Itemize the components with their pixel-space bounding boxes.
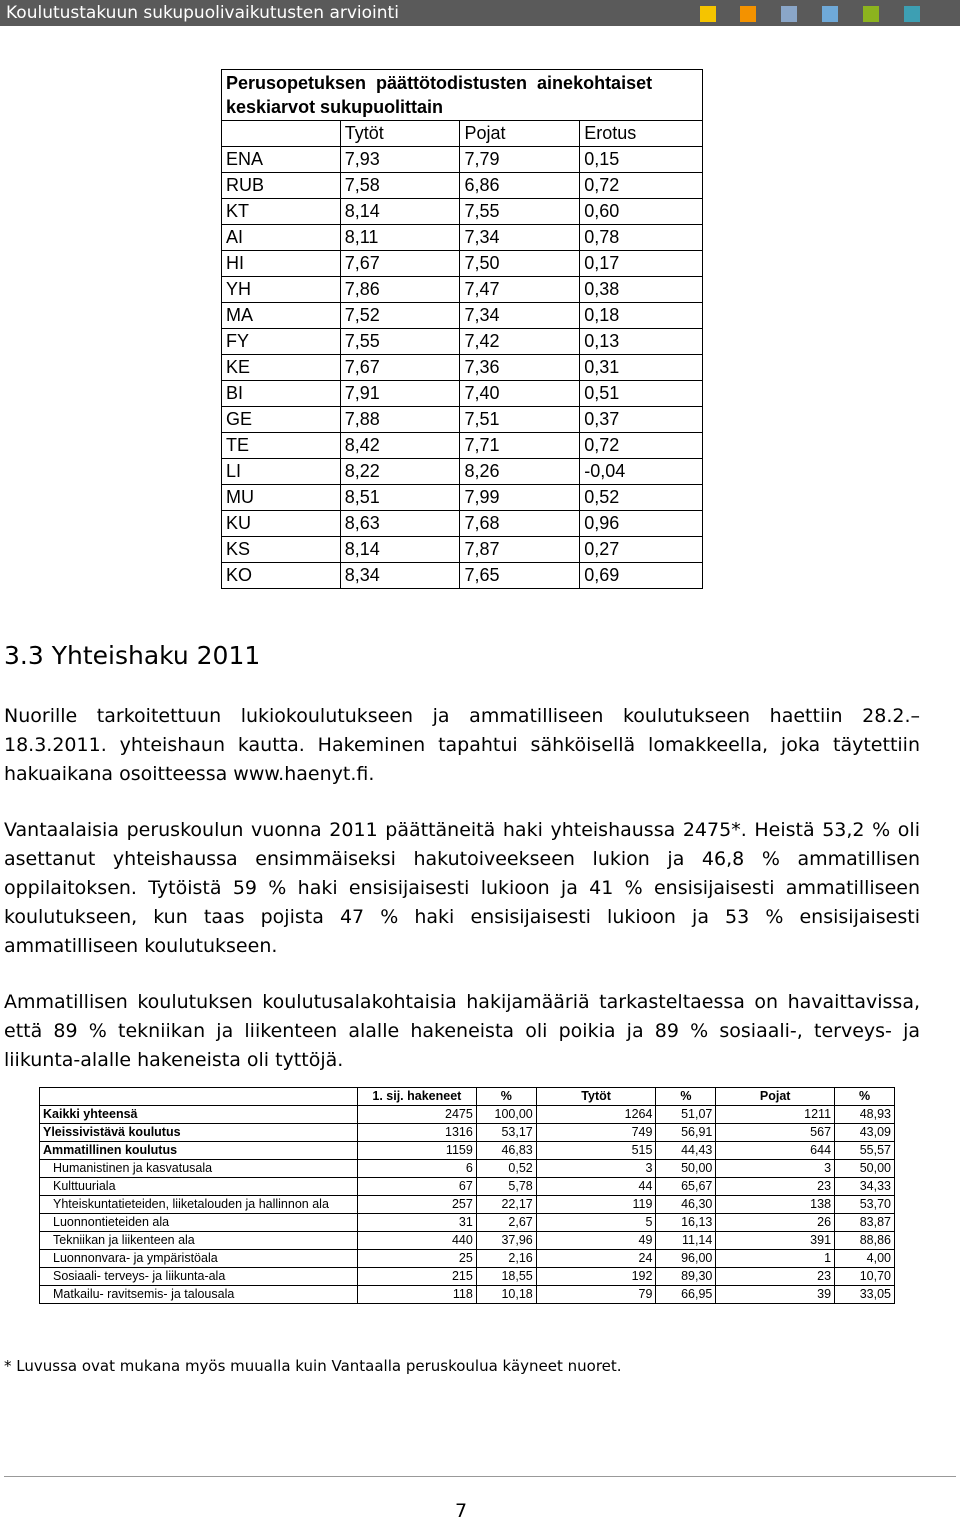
subject-cell: KU <box>222 511 341 537</box>
square-lightblue <box>822 6 838 22</box>
header-cell-first-choice: 1. sij. hakeneet <box>357 1088 476 1106</box>
value-cell: 46,83 <box>476 1142 536 1160</box>
value-cell: 0,69 <box>580 563 703 589</box>
value-cell: 53,17 <box>476 1124 536 1142</box>
table-row <box>222 277 703 303</box>
table-header-row <box>40 1088 895 1106</box>
value-cell: 215 <box>357 1268 476 1286</box>
value-cell: 7,47 <box>460 277 580 303</box>
square-orange <box>740 6 756 22</box>
value-cell: 257 <box>357 1196 476 1214</box>
subject-cell: AI <box>222 225 341 251</box>
table-row <box>222 537 703 563</box>
value-cell: 7,58 <box>340 173 460 199</box>
value-cell: 0,27 <box>580 537 703 563</box>
value-cell: 1211 <box>716 1106 835 1124</box>
value-cell: 3 <box>716 1160 835 1178</box>
value-cell: 1159 <box>357 1142 476 1160</box>
value-cell: 7,87 <box>460 537 580 563</box>
value-cell: 6 <box>357 1160 476 1178</box>
value-cell: 67 <box>357 1178 476 1196</box>
value-cell: 22,17 <box>476 1196 536 1214</box>
value-cell: 7,71 <box>460 433 580 459</box>
value-cell: 66,95 <box>656 1286 716 1304</box>
subject-cell: TE <box>222 433 341 459</box>
table-row <box>222 381 703 407</box>
header-cell-girls: Tytöt <box>536 1088 656 1106</box>
value-cell: 10,18 <box>476 1286 536 1304</box>
value-cell: 1316 <box>357 1124 476 1142</box>
subject-cell: ENA <box>222 147 341 173</box>
value-cell: 7,50 <box>460 251 580 277</box>
header-cell-empty <box>222 121 341 147</box>
page-number: 7 <box>454 1500 468 1522</box>
table-row <box>222 459 703 485</box>
table-row <box>222 563 703 589</box>
value-cell: 100,00 <box>476 1106 536 1124</box>
table-row <box>40 1124 895 1142</box>
value-cell: 8,34 <box>340 563 460 589</box>
value-cell: 7,67 <box>340 355 460 381</box>
value-cell: 0,17 <box>580 251 703 277</box>
value-cell: 46,30 <box>656 1196 716 1214</box>
table-row <box>40 1142 895 1160</box>
value-cell: 37,96 <box>476 1232 536 1250</box>
value-cell: 5 <box>536 1214 656 1232</box>
header-cell-percent: % <box>476 1088 536 1106</box>
subject-cell: BI <box>222 381 341 407</box>
table-row <box>40 1160 895 1178</box>
value-cell: 96,00 <box>656 1250 716 1268</box>
header-cell-percent: % <box>656 1088 716 1106</box>
subject-cell: KT <box>222 199 341 225</box>
value-cell: 18,55 <box>476 1268 536 1286</box>
value-cell: 391 <box>716 1232 835 1250</box>
value-cell: 10,70 <box>835 1268 895 1286</box>
value-cell: 26 <box>716 1214 835 1232</box>
table-row <box>40 1178 895 1196</box>
header-cell-boys: Pojat <box>716 1088 835 1106</box>
table-title <box>222 70 703 121</box>
value-cell: -0,04 <box>580 459 703 485</box>
value-cell: 33,05 <box>835 1286 895 1304</box>
subject-cell: GE <box>222 407 341 433</box>
value-cell: 24 <box>536 1250 656 1268</box>
value-cell: 5,78 <box>476 1178 536 1196</box>
paragraph-applicants: Vantaalaisia peruskoulun vuonna 2011 päättäneitä haki yhteishaussa 2475*. Heistä 53,2 % oli asettanut yhteishaussa ensimmäiseksi hakutoiveekseen lukion ja 46,8 % ammatillisen oppilaitoksen. Tytöistä 59 % haki ensisijaisesti lukioon ja 41 % ensisijaisesti ammatilliseen koulutukseen, kun taas pojista 47 % haki ensisijaisesti lukioon ja 53 % ensisijaisesti ammatilliseen koulutukseen. <box>4 819 920 957</box>
value-cell: 2475 <box>357 1106 476 1124</box>
value-cell: 23 <box>716 1178 835 1196</box>
value-cell: 0,78 <box>580 225 703 251</box>
table-row <box>40 1214 895 1232</box>
value-cell: 89,30 <box>656 1268 716 1286</box>
value-cell: 2,67 <box>476 1214 536 1232</box>
header-title: Koulutustakuun sukupuolivaikutusten arviointi <box>6 3 399 23</box>
subject-cell: KS <box>222 537 341 563</box>
header-cell-percent: % <box>835 1088 895 1106</box>
subject-cell: LI <box>222 459 341 485</box>
field-label-cell: Humanistinen ja kasvatusala <box>40 1160 358 1178</box>
value-cell: 8,26 <box>460 459 580 485</box>
value-cell: 7,55 <box>460 199 580 225</box>
value-cell: 88,86 <box>835 1232 895 1250</box>
value-cell: 6,86 <box>460 173 580 199</box>
table-row <box>40 1268 895 1286</box>
value-cell: 0,37 <box>580 407 703 433</box>
table-row <box>222 303 703 329</box>
value-cell: 2,16 <box>476 1250 536 1268</box>
value-cell: 7,40 <box>460 381 580 407</box>
value-cell: 7,36 <box>460 355 580 381</box>
table-title-line1: Perusopetuksen päättötodistusten ainekohtaiset <box>226 73 653 93</box>
value-cell: 0,72 <box>580 433 703 459</box>
table-row <box>222 199 703 225</box>
table-row <box>222 147 703 173</box>
value-cell: 8,51 <box>340 485 460 511</box>
table-row <box>222 485 703 511</box>
value-cell: 3 <box>536 1160 656 1178</box>
value-cell: 567 <box>716 1124 835 1142</box>
value-cell: 79 <box>536 1286 656 1304</box>
value-cell: 55,57 <box>835 1142 895 1160</box>
value-cell: 7,34 <box>460 225 580 251</box>
value-cell: 1 <box>716 1250 835 1268</box>
footnote: * Luvussa ovat mukana myös muualla kuin Vantaalla peruskoulua käyneet nuoret. <box>4 1357 622 1375</box>
value-cell: 8,42 <box>340 433 460 459</box>
value-cell: 7,86 <box>340 277 460 303</box>
value-cell: 0,72 <box>580 173 703 199</box>
square-green <box>863 6 879 22</box>
field-label-cell: Luonnonvara- ja ympäristöala <box>40 1250 358 1268</box>
value-cell: 83,87 <box>835 1214 895 1232</box>
value-cell: 749 <box>536 1124 656 1142</box>
table-row <box>40 1286 895 1304</box>
square-blue <box>781 6 797 22</box>
footer-divider <box>4 1476 956 1477</box>
value-cell: 0,51 <box>580 381 703 407</box>
value-cell: 7,34 <box>460 303 580 329</box>
table-header-row <box>222 121 703 147</box>
value-cell: 7,93 <box>340 147 460 173</box>
value-cell: 7,88 <box>340 407 460 433</box>
table-title-row <box>222 70 703 121</box>
value-cell: 23 <box>716 1268 835 1286</box>
square-teal <box>904 6 920 22</box>
header-cell-girls: Tytöt <box>340 121 460 147</box>
table-row <box>222 251 703 277</box>
field-label-cell: Tekniikan ja liikenteen ala <box>40 1232 358 1250</box>
value-cell: 0,96 <box>580 511 703 537</box>
table-row <box>222 355 703 381</box>
field-label-cell: Matkailu- ravitsemis- ja talousala <box>40 1286 358 1304</box>
value-cell: 53,70 <box>835 1196 895 1214</box>
table-row <box>222 407 703 433</box>
value-cell: 44 <box>536 1178 656 1196</box>
value-cell: 0,15 <box>580 147 703 173</box>
value-cell: 118 <box>357 1286 476 1304</box>
field-label-cell: Yleissivistävä koulutus <box>40 1124 358 1142</box>
value-cell: 51,07 <box>656 1106 716 1124</box>
subject-cell: FY <box>222 329 341 355</box>
table-row <box>222 329 703 355</box>
value-cell: 25 <box>357 1250 476 1268</box>
table-row <box>40 1250 895 1268</box>
field-label-cell: Sosiaali- terveys- ja liikunta-ala <box>40 1268 358 1286</box>
value-cell: 43,09 <box>835 1124 895 1142</box>
field-label-cell: Kulttuuriala <box>40 1178 358 1196</box>
subject-cell: HI <box>222 251 341 277</box>
paragraph-vocational-fields: Ammatillisen koulutuksen koulutusalakohtaisia hakijamääriä tarkasteltaessa on havaittavissa, että 89 % tekniikan ja liikenteen alalle hakeneista oli poikia ja 89 % sosiaali-, terveys- ja liikunta-alalle hakeneista oli tyttöjä. <box>4 991 920 1071</box>
table-row <box>222 511 703 537</box>
value-cell: 0,52 <box>476 1160 536 1178</box>
applicants-table <box>39 1087 895 1304</box>
value-cell: 50,00 <box>835 1160 895 1178</box>
value-cell: 0,52 <box>580 485 703 511</box>
value-cell: 56,91 <box>656 1124 716 1142</box>
value-cell: 11,14 <box>656 1232 716 1250</box>
header-cell-difference: Erotus <box>580 121 703 147</box>
value-cell: 7,42 <box>460 329 580 355</box>
value-cell: 48,93 <box>835 1106 895 1124</box>
value-cell: 16,13 <box>656 1214 716 1232</box>
value-cell: 8,22 <box>340 459 460 485</box>
table-row <box>222 173 703 199</box>
table-title-line2: keskiarvot sukupuolittain <box>226 97 444 117</box>
table-row <box>40 1196 895 1214</box>
grade-average-table <box>221 69 703 589</box>
table-row <box>40 1232 895 1250</box>
value-cell: 4,00 <box>835 1250 895 1268</box>
value-cell: 7,51 <box>460 407 580 433</box>
value-cell: 8,14 <box>340 199 460 225</box>
field-label-cell: Luonnontieteiden ala <box>40 1214 358 1232</box>
value-cell: 39 <box>716 1286 835 1304</box>
value-cell: 44,43 <box>656 1142 716 1160</box>
subject-cell: MA <box>222 303 341 329</box>
value-cell: 0,18 <box>580 303 703 329</box>
value-cell: 34,33 <box>835 1178 895 1196</box>
value-cell: 0,38 <box>580 277 703 303</box>
section-heading: 3.3 Yhteishaku 2011 <box>4 641 261 670</box>
value-cell: 7,65 <box>460 563 580 589</box>
subject-cell: RUB <box>222 173 341 199</box>
value-cell: 440 <box>357 1232 476 1250</box>
subject-cell: MU <box>222 485 341 511</box>
value-cell: 7,91 <box>340 381 460 407</box>
header-cell-field <box>40 1088 358 1106</box>
value-cell: 1264 <box>536 1106 656 1124</box>
value-cell: 192 <box>536 1268 656 1286</box>
value-cell: 49 <box>536 1232 656 1250</box>
value-cell: 7,99 <box>460 485 580 511</box>
table-row <box>222 225 703 251</box>
subject-cell: KO <box>222 563 341 589</box>
value-cell: 65,67 <box>656 1178 716 1196</box>
value-cell: 7,55 <box>340 329 460 355</box>
value-cell: 0,31 <box>580 355 703 381</box>
value-cell: 515 <box>536 1142 656 1160</box>
value-cell: 8,14 <box>340 537 460 563</box>
value-cell: 644 <box>716 1142 835 1160</box>
value-cell: 7,79 <box>460 147 580 173</box>
header-cell-boys: Pojat <box>460 121 580 147</box>
value-cell: 8,11 <box>340 225 460 251</box>
value-cell: 7,52 <box>340 303 460 329</box>
table-row <box>40 1106 895 1124</box>
header-bar <box>0 0 960 26</box>
value-cell: 7,67 <box>340 251 460 277</box>
value-cell: 7,68 <box>460 511 580 537</box>
value-cell: 31 <box>357 1214 476 1232</box>
value-cell: 119 <box>536 1196 656 1214</box>
table-row <box>222 433 703 459</box>
subject-cell: KE <box>222 355 341 381</box>
field-label-cell: Ammatillinen koulutus <box>40 1142 358 1160</box>
value-cell: 138 <box>716 1196 835 1214</box>
value-cell: 50,00 <box>656 1160 716 1178</box>
subject-cell: YH <box>222 277 341 303</box>
square-yellow <box>700 6 716 22</box>
paragraph-application-period: Nuorille tarkoitettuun lukiokoulutukseen ja ammatilliseen koulutukseen haettiin 28.2.–18.3.2011. yhteishaun kautta. Hakeminen tapahtui sähköisellä lomakkeella, joka täytettiin hakuaikana osoitteessa www.haenyt.fi. <box>4 705 920 785</box>
field-label-cell: Yhteiskuntatieteiden, liiketalouden ja hallinnon ala <box>40 1196 358 1214</box>
value-cell: 8,63 <box>340 511 460 537</box>
field-label-cell: Kaikki yhteensä <box>40 1106 358 1124</box>
value-cell: 0,13 <box>580 329 703 355</box>
value-cell: 0,60 <box>580 199 703 225</box>
